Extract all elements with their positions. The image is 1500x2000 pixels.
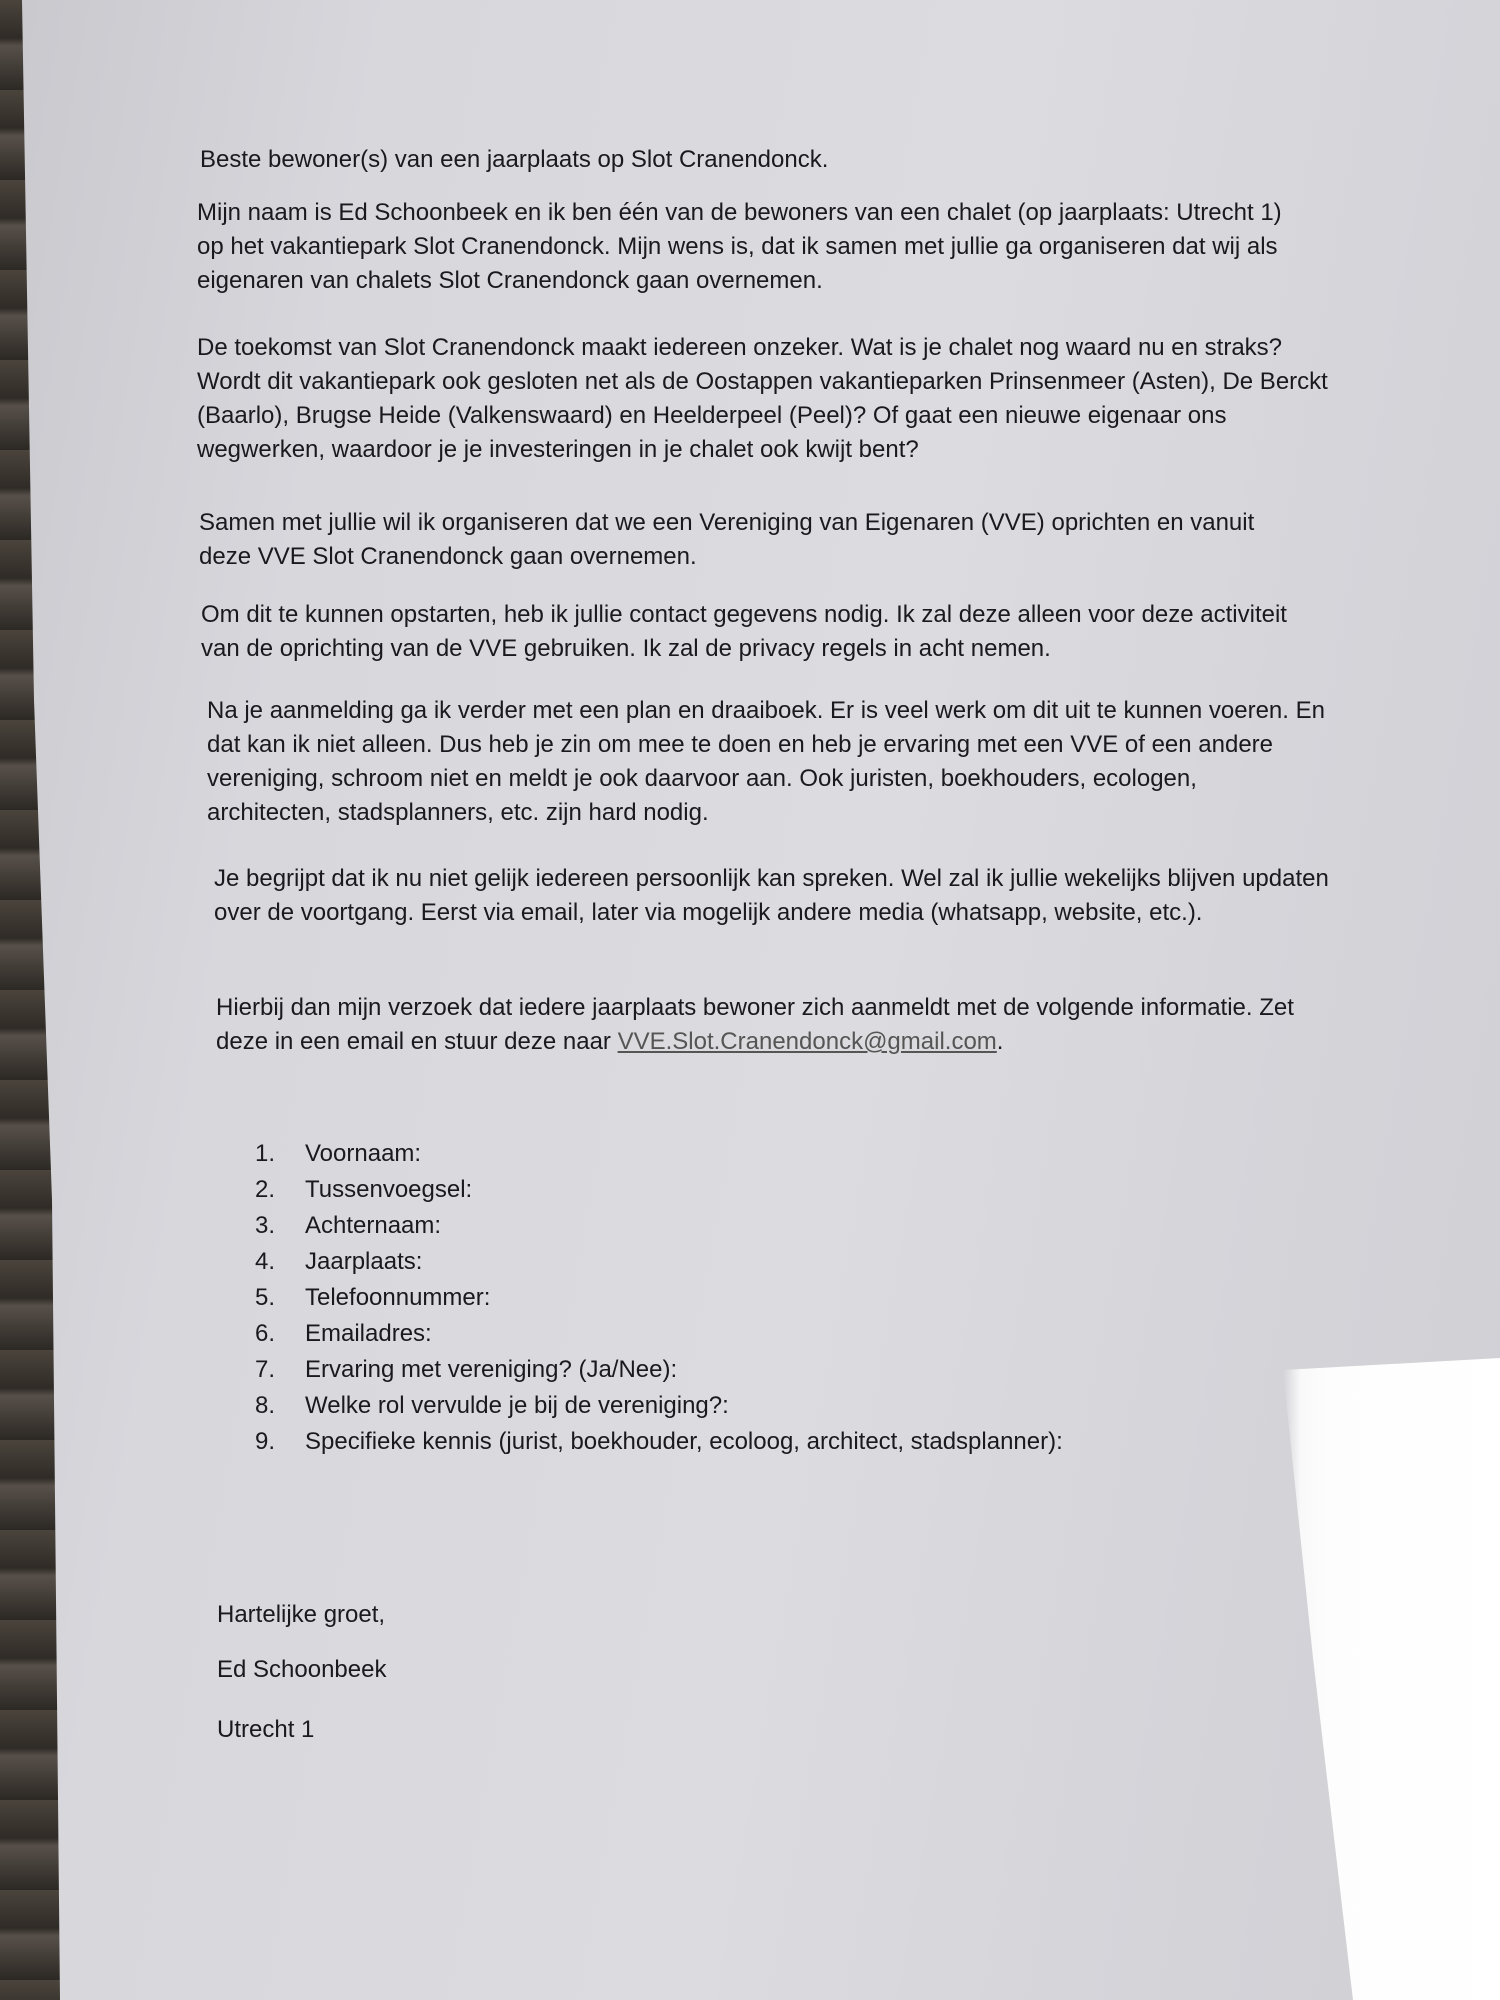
paragraph-future: De toekomst van Slot Cranendonck maakt iedereen onzeker. Wat is je chalet nog waard nu en straks? Wordt dit vakantiepark ook gesloten net als de Oostappen vakantieparken Prinsenmeer (Asten), De Berckt (Baarlo), Brugse Heide (Valkenswaard) en Heelderpeel (Peel)? Of gaat een nieuwe eigenaar ons wegwerken, waardoor je je investeringen in je chalet ook kwijt bent?: [197, 334, 1328, 463]
paragraph-request: [216, 991, 1296, 1059]
paragraph-plan: Na je aanmelding ga ik verder met een plan en draaiboek. Er is veel werk om dit uit te kunnen voeren. En dat kan ik niet alleen. Dus heb je zin om mee te doen en heb je ervaring met een VVE of een andere vereniging, schroom niet en meldt je ook daarvoor aan. Ook juristen, boekhouders, ecologen, architecten, stadsplanners, etc. zijn hard nodig.: [207, 697, 1325, 826]
list-item: 9. Specifieke kennis (jurist, boekhouder, ecoloog, architect, stadsplanner):: [255, 1428, 1063, 1455]
list-item: 6. Emailadres:: [255, 1320, 432, 1347]
signature-location: Utrecht 1: [217, 1716, 315, 1743]
list-item: 7. Ervaring met vereniging? (Ja/Nee):: [255, 1356, 678, 1383]
paragraph-contact: Om dit te kunnen opstarten, heb ik jullie contact gegevens nodig. Ik zal deze alleen voor deze activiteit van de oprichting van de VVE gebruiken. Ik zal de privacy regels in acht nemen.: [201, 601, 1287, 662]
request-end: .: [996, 1028, 1004, 1055]
email-link[interactable]: VVE.Slot.Cranendonck@gmail.com: [617, 1028, 997, 1055]
list-item: 2. Tussenvoegsel:: [255, 1176, 473, 1203]
list-item: 5. Telefoonnummer:: [255, 1284, 491, 1311]
registration-field-list: [255, 1136, 1063, 1460]
list-item: 4. Jaarplaats:: [255, 1248, 423, 1275]
request-text: Hierbij dan mijn verzoek dat iedere jaarplaats bewoner zich aanmeldt met de volgende informatie. Zet deze in een email en stuur deze naar: [216, 994, 1294, 1055]
paragraph-updates: Je begrijpt dat ik nu niet gelijk iedereen persoonlijk kan spreken. Wel zal ik jullie wekelijks blijven updaten over de voortgang. Eerst via email, later via mogelijk andere media (whatsapp, website, etc.).: [214, 865, 1329, 926]
list-item: 3. Achternaam:: [255, 1212, 442, 1239]
paragraph-intro: Mijn naam is Ed Schoonbeek en ik ben één van de bewoners van een chalet (op jaarplaats: Utrecht 1) op het vakantiepark Slot Cranendonck. Mijn wens is, dat ik samen met jullie ga organiseren dat wij als eigenaren van chalets Slot Cranendonck gaan overnemen.: [197, 199, 1282, 294]
signature-name: Ed Schoonbeek: [217, 1656, 387, 1683]
letter-greeting: Beste bewoner(s) van een jaarplaats op Slot Cranendonck.: [200, 146, 829, 173]
list-item: 1. Voornaam:: [255, 1140, 422, 1167]
list-item: 8. Welke rol vervulde je bij de vereniging?:: [255, 1392, 729, 1419]
paragraph-vve: Samen met jullie wil ik organiseren dat we een Vereniging van Eigenaren (VVE) oprichten en vanuit deze VVE Slot Cranendonck gaan overnemen.: [199, 509, 1255, 570]
closing: Hartelijke groet,: [217, 1601, 386, 1628]
